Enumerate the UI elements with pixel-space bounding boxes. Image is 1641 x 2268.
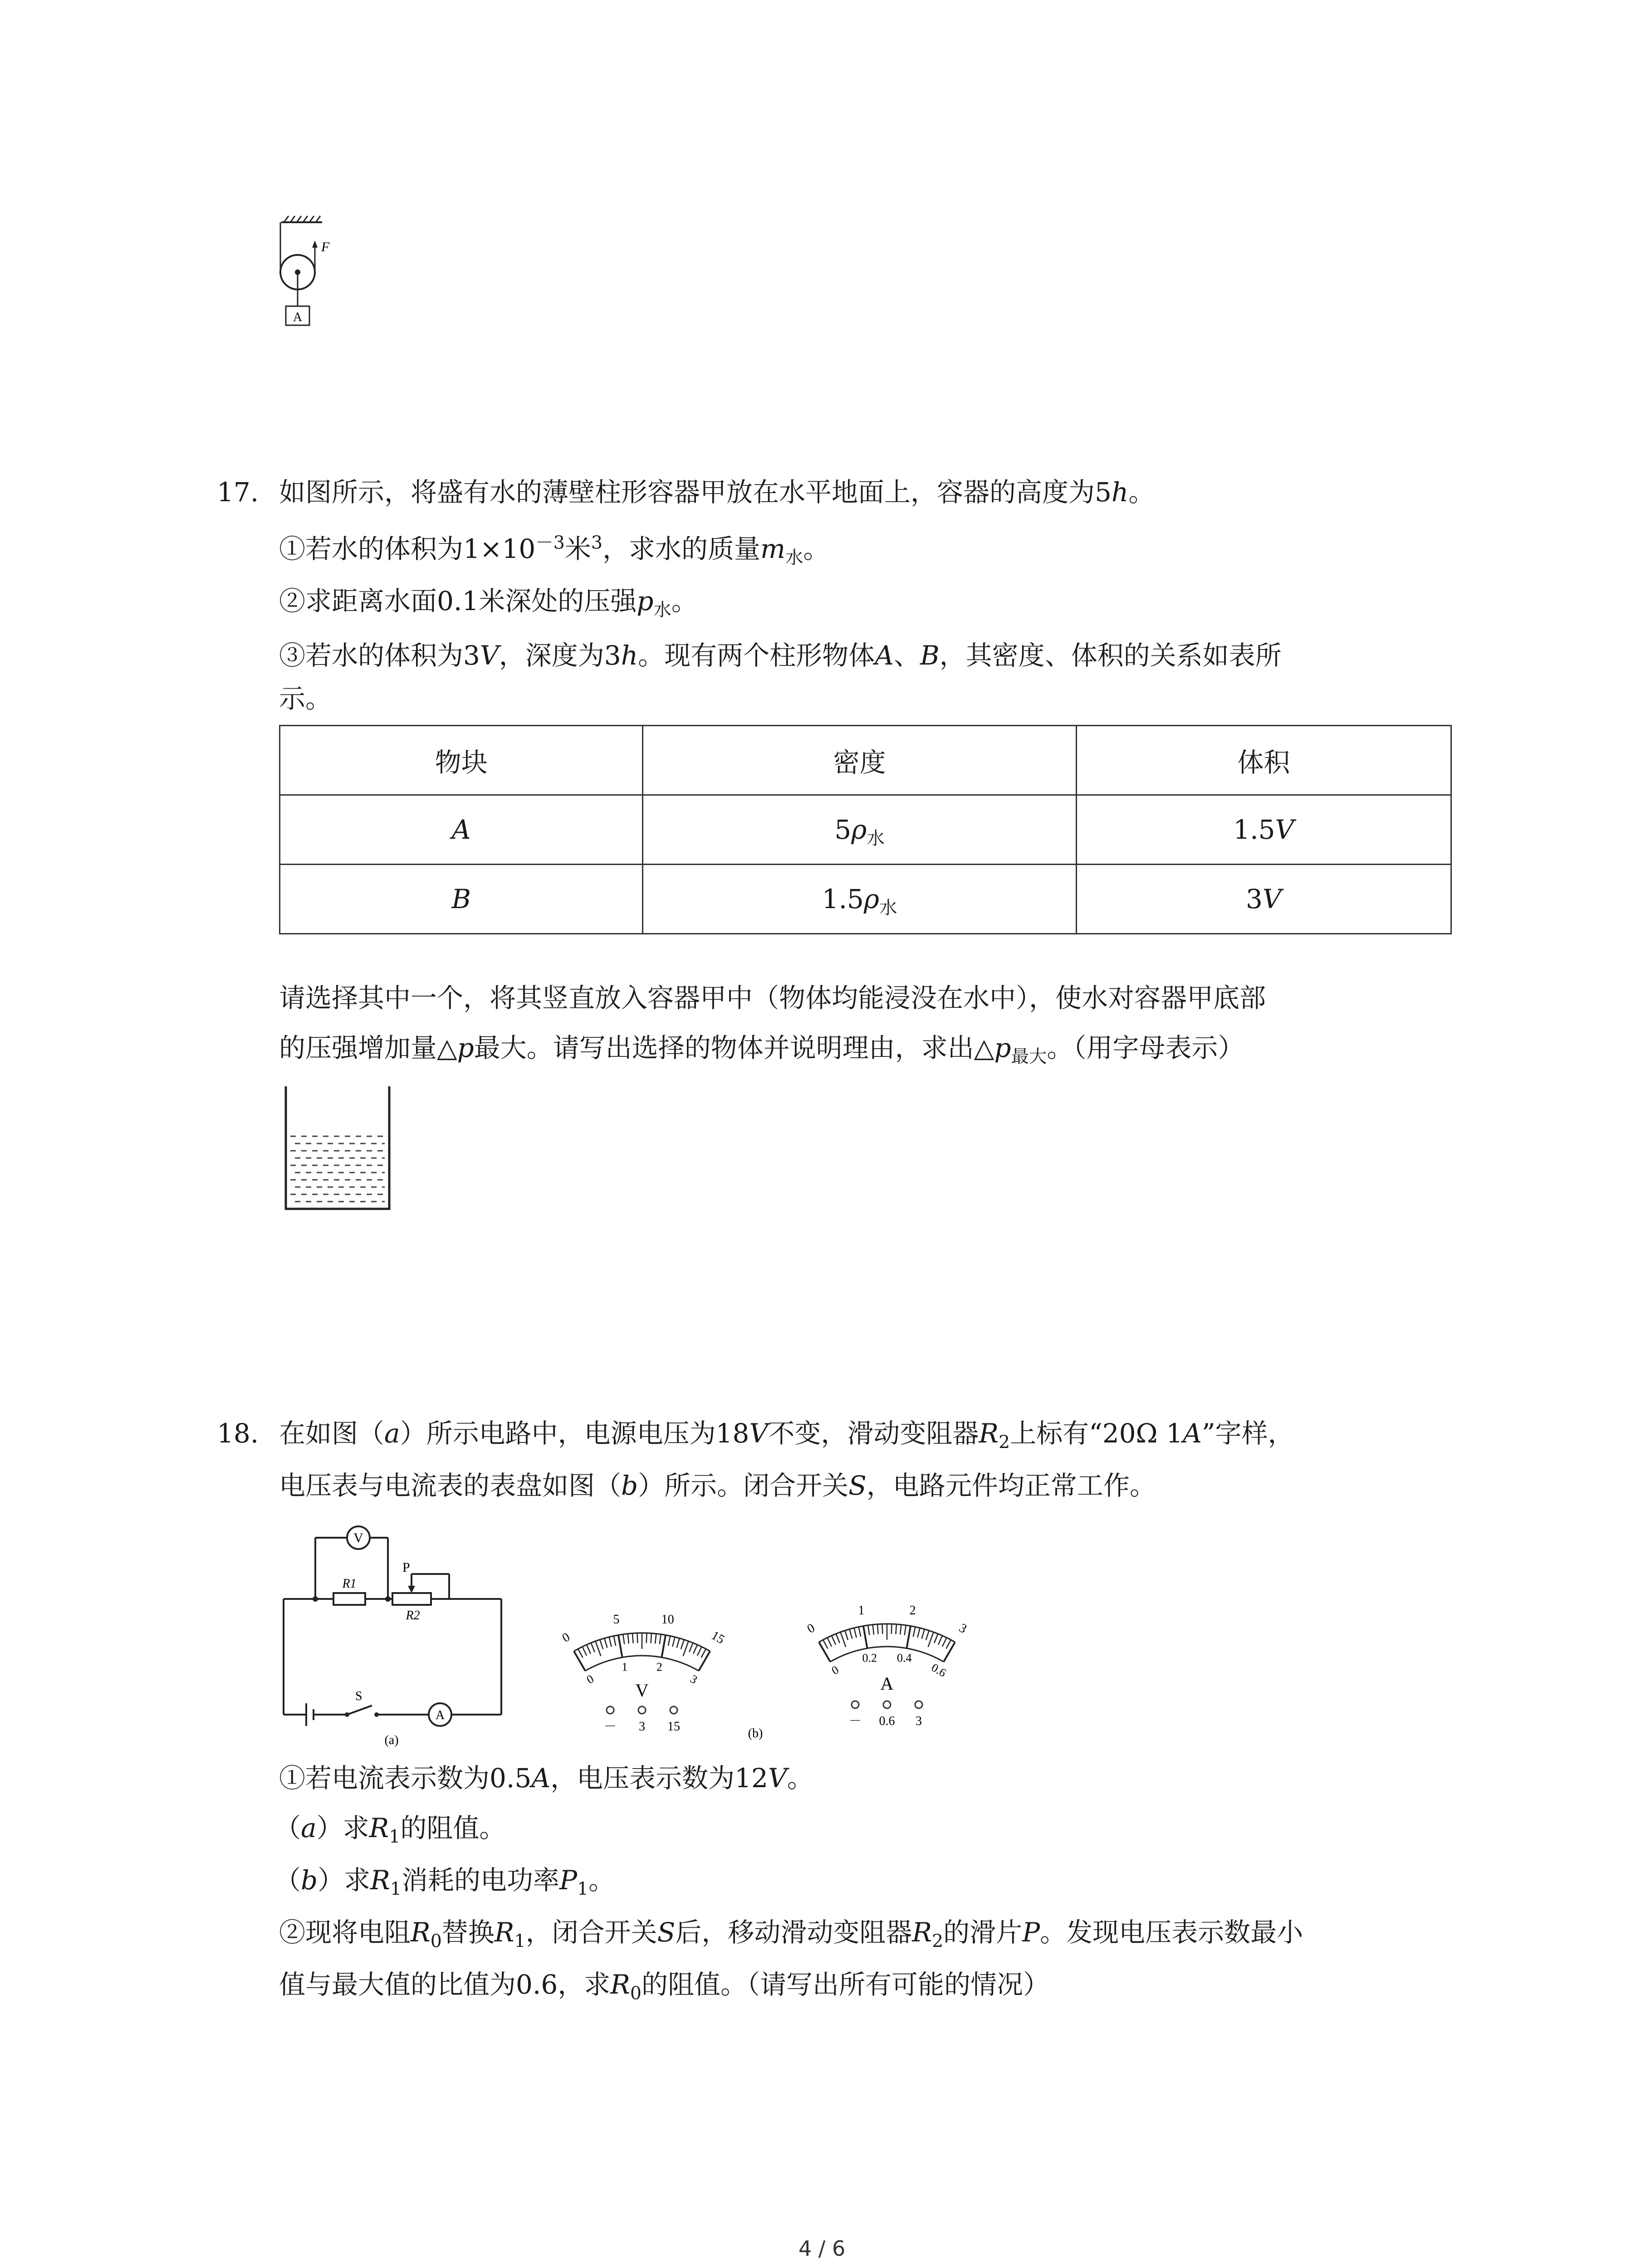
dial-inner-label: 1: [622, 1660, 628, 1674]
dial-tick: [942, 1637, 947, 1647]
dial-inner-label: 0.2: [862, 1651, 877, 1665]
q18-part1a: （a）求$R_1$的阻值。: [274, 1813, 506, 1848]
dial-tick: [863, 1626, 867, 1648]
dial-tick: [595, 1641, 601, 1656]
figure-b-caption: (b): [748, 1726, 763, 1740]
table-header: 物块: [280, 726, 643, 795]
q18-number: 18.: [217, 1418, 259, 1449]
dial-outer-label: 10: [661, 1612, 674, 1627]
dial-tick: [859, 1627, 861, 1637]
table-header: 体积: [1076, 726, 1451, 795]
dial-tick: [928, 1632, 934, 1647]
dial-tick: [832, 1636, 836, 1645]
dial-tick: [701, 1649, 706, 1657]
dial-inner-label: 0.4: [896, 1651, 912, 1665]
v-terminal-neg: －: [603, 1720, 617, 1734]
dial-tick: [917, 1628, 920, 1637]
switch-label: S: [355, 1689, 362, 1703]
q18-part1: ①若电流表示数为0.5A，电压表示数为12V。: [279, 1763, 813, 1794]
dial-tick: [574, 1651, 585, 1671]
dial-tick: [618, 1635, 622, 1657]
slider-label: P: [402, 1560, 410, 1575]
q18-part2-line2: 值与最大值的比值为0.6，求$R_0$的阻值。（请写出所有可能的情况）: [279, 1969, 1050, 2004]
dial-tick: [689, 1643, 693, 1652]
circuit-diagram: [279, 1515, 515, 1751]
table-cell: 1.5V: [1076, 795, 1451, 865]
dial-tick: [905, 1625, 906, 1635]
dial-tick: [591, 1643, 595, 1652]
property-table: [279, 725, 1452, 934]
dial-tick: [900, 1625, 901, 1635]
a-terminal-neg: －: [848, 1714, 862, 1728]
dial-tick: [628, 1634, 629, 1644]
ammeter-dial: [805, 1603, 969, 1680]
dial-tick: [845, 1631, 848, 1640]
dial-tick: [922, 1629, 925, 1639]
a-terminal-06: 0.6: [879, 1714, 895, 1728]
water-container-figure: [281, 1084, 395, 1216]
table-cell: $5\rho_水$: [643, 795, 1076, 865]
dial-outer-label: 15: [709, 1628, 727, 1647]
page-number: 4 / 6: [798, 2236, 846, 2261]
dial-tick: [699, 1651, 710, 1671]
dial-inner-label: 0.6: [929, 1661, 949, 1680]
voltmeter-dial-letter: V: [635, 1680, 649, 1701]
dial-tick: [840, 1632, 846, 1647]
dial-tick: [873, 1625, 874, 1635]
dial-arc-inner: [585, 1656, 699, 1674]
dial-tick: [668, 1636, 671, 1646]
table-cell: A: [280, 795, 643, 865]
dial-tick: [672, 1637, 675, 1647]
table-header-row: [280, 726, 1451, 795]
table-row: [280, 865, 1451, 934]
dial-tick: [854, 1628, 856, 1637]
table-cell: 3V: [1076, 865, 1451, 934]
q17-stem: 如图所示，将盛有水的薄壁柱形容器甲放在水平地面上，容器的高度为5h。: [279, 477, 1155, 508]
dial-tick: [661, 1635, 666, 1657]
q18-line2: 电压表与电流表的表盘如图（b）所示。闭合开关S，电路元件均正常工作。: [279, 1470, 1156, 1501]
dial-outer-label: 0: [804, 1621, 818, 1637]
dial-tick: [681, 1640, 684, 1649]
table-cell: $1.5\rho_水$: [643, 865, 1076, 934]
dial-tick: [582, 1647, 587, 1656]
dial-arc-inner: [830, 1647, 944, 1665]
dial-tick: [683, 1641, 689, 1656]
dial-tick: [660, 1634, 661, 1644]
meter-dials: [517, 1579, 1021, 1751]
dial-tick: [906, 1626, 911, 1648]
dial-tick: [697, 1647, 702, 1656]
q17-follow-line2: 的压强增加量△p最大。请写出选择的物体并说明理由，求出$\triangle p_{最大}$。（用字母表示）: [279, 1032, 1244, 1067]
ammeter-label: A: [435, 1708, 445, 1722]
table-row: [280, 795, 1451, 865]
table-header: 密度: [643, 726, 1076, 795]
v-terminal-15: 15: [667, 1720, 680, 1734]
q17-number: 17.: [217, 477, 259, 508]
dial-tick: [677, 1638, 680, 1648]
ammeter-dial-letter: A: [880, 1673, 894, 1694]
r2-label: R2: [406, 1608, 420, 1623]
dial-outer-label: 1: [858, 1603, 865, 1618]
dial-tick: [587, 1645, 591, 1654]
dial-tick: [632, 1633, 633, 1643]
voltmeter-dial: [560, 1613, 727, 1686]
dial-tick: [944, 1642, 955, 1662]
dial-outer-label: 2: [909, 1603, 916, 1618]
dial-tick: [868, 1625, 869, 1635]
dial-tick: [877, 1624, 878, 1634]
dial-tick: [946, 1640, 951, 1648]
q17-part2: ②求距离水面0.1米深处的压强$p_水$。: [279, 586, 698, 621]
q18-line1: 在如图（a）所示电路中，电源电压为18V不变，滑动变阻器$R_2$上标有“20Ω 1A”字样，: [279, 1418, 1294, 1453]
dial-tick: [934, 1634, 938, 1643]
block-label: A: [293, 310, 303, 324]
v-terminal-3: 3: [639, 1720, 645, 1734]
dial-tick: [938, 1636, 942, 1645]
dial-inner-label: 3: [688, 1672, 700, 1686]
dial-tick: [693, 1645, 697, 1654]
dial-tick: [823, 1640, 828, 1648]
dial-tick: [827, 1637, 832, 1647]
voltmeter-label: V: [353, 1530, 363, 1545]
dial-tick: [836, 1634, 840, 1643]
figure-a-caption: (a): [384, 1733, 399, 1747]
dial-outer-label: 3: [956, 1621, 970, 1637]
force-label: F: [321, 240, 330, 254]
dial-inner-label: 0: [829, 1663, 841, 1677]
q18-part2-line1: ②现将电阻$R_0$替换$R_1$，闭合开关S后，移动滑动变阻器$R_2$的滑片P。发现电压表示数最小: [279, 1917, 1303, 1952]
dial-tick: [849, 1629, 852, 1639]
table-cell: B: [280, 865, 643, 934]
dial-tick: [614, 1636, 616, 1646]
q18-part1b: （b）求$R_1$消耗的电功率$P_1$。: [274, 1865, 615, 1900]
q17-part3-line2: 示。: [279, 683, 332, 714]
dial-tick: [609, 1637, 611, 1647]
dial-tick: [623, 1634, 624, 1644]
a-terminal-3: 3: [916, 1714, 922, 1728]
dial-tick: [655, 1634, 656, 1644]
q17-part1: ①若水的体积为$1\times 10^{-3}$米$^3$，求水的质量$m_水$。: [279, 532, 830, 568]
dial-tick: [637, 1633, 638, 1643]
r1-label: R1: [342, 1577, 357, 1591]
dial-tick: [819, 1642, 830, 1662]
dial-inner-label: 2: [656, 1660, 662, 1674]
q17-part3-line1: ③若水的体积为3V，深度为3h。现有两个柱形物体A、B，其密度、体积的关系如表所: [279, 640, 1282, 671]
dial-outer-label: 0: [559, 1630, 573, 1646]
dial-tick: [882, 1624, 883, 1634]
q17-follow-line1: 请选择其中一个，将其竖直放入容器甲中（物体均能浸没在水中），使水对容器甲底部: [279, 982, 1266, 1013]
dial-tick: [600, 1640, 603, 1649]
dial-inner-label: 0: [584, 1672, 596, 1686]
dial-outer-label: 5: [613, 1612, 620, 1627]
dial-tick: [651, 1633, 652, 1643]
dial-tick: [604, 1638, 607, 1648]
pulley-figure: [272, 213, 381, 340]
dial-tick: [578, 1649, 583, 1657]
dial-tick: [913, 1627, 916, 1637]
dial-tick: [926, 1631, 929, 1640]
